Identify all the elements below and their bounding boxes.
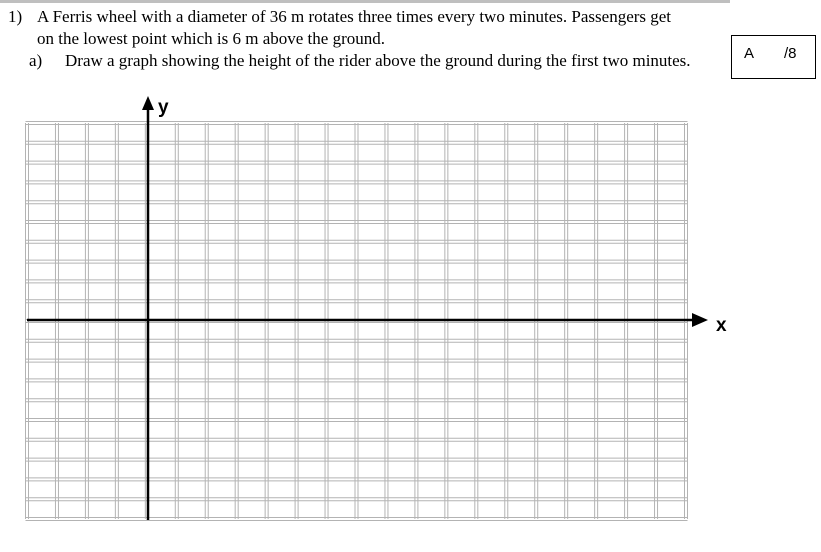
score-total: /8: [784, 45, 797, 62]
question-text-2: on the lowest point which is 6 m above the ground.: [37, 29, 385, 48]
y-axis-arrow: [142, 96, 154, 110]
x-axis-arrow: [692, 313, 708, 327]
y-axis-label: y: [158, 97, 169, 118]
question-number: 1): [8, 7, 23, 26]
x-axis-label: x: [716, 315, 727, 336]
graph-axes: [27, 96, 708, 520]
part-text: Draw a graph showing the height of the rider above the ground during the first two minutes.: [65, 51, 691, 70]
part-label: a): [29, 51, 43, 70]
score-letter: A: [744, 45, 755, 62]
question-text-1: A Ferris wheel with a diameter of 36 m rotates three times every two minutes. Passengers get: [37, 7, 672, 26]
